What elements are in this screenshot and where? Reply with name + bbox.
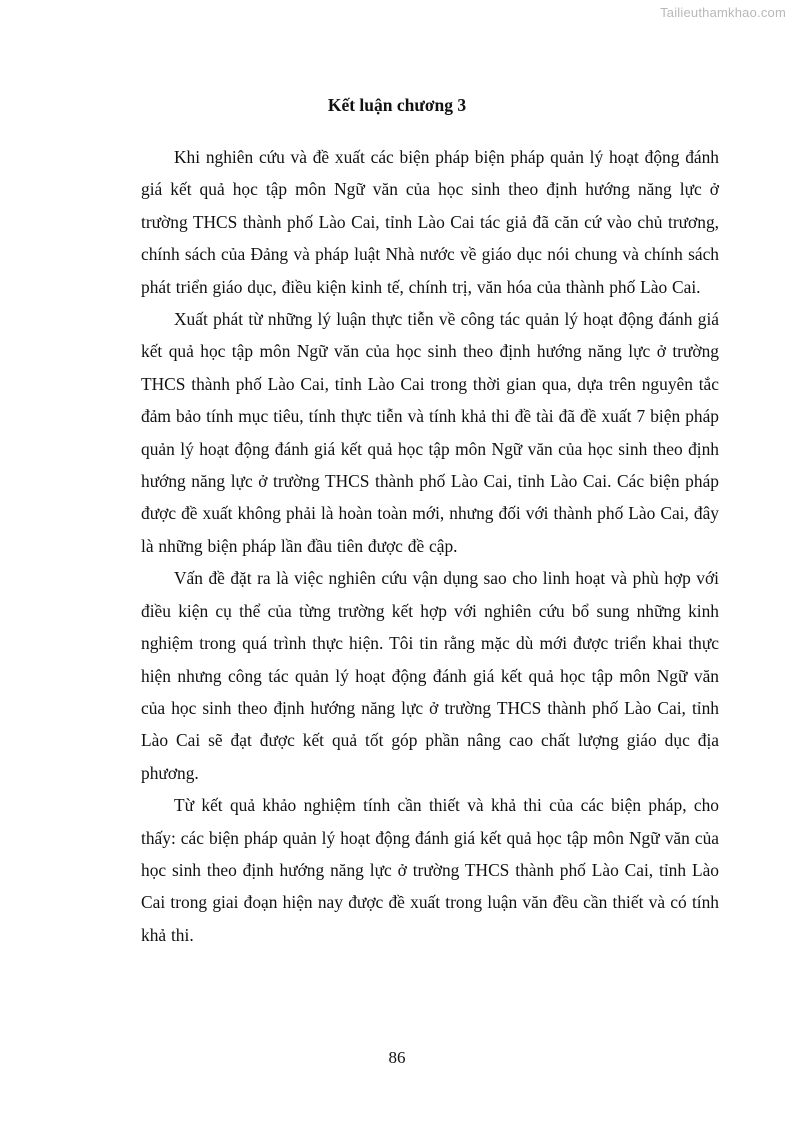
paragraph-2: Xuất phát từ những lý luận thực tiễn về công tác quản lý hoạt động đánh giá kết quả học tập môn Ngữ văn của học sinh theo định hướng năng lực ở trường THCS thành phố Lào Cai, tỉnh Lào Cai trong thời gian qua, dựa trên nguyên tắc đảm bảo tính mục tiêu, tính thực tiễn và tính khả thi đề tài đã đề xuất 7 biện pháp quản lý hoạt động đánh giá kết quả học tập môn Ngữ văn của học sinh theo định hướng năng lực ở trường THCS thành phố Lào Cai, tỉnh Lào Cai. Các biện pháp được đề xuất không phải là hoàn toàn mới, nhưng đối với thành phố Lào Cai, đây là những biện pháp lần đầu tiên được đề cập.	[141, 309, 719, 556]
chapter-conclusion-title: Kết luận chương 3	[327, 95, 467, 115]
paragraph-4: Từ kết quả khảo nghiệm tính cần thiết và khả thi của các biện pháp, cho thấy: các biện pháp quản lý hoạt động đánh giá kết quả học tập môn Ngữ văn của học sinh theo định hướng năng lực ở trường THCS thành phố Lào Cai, tỉnh Lào Cai trong giai đoạn hiện nay được đề xuất trong luận văn đều cần thiết và có tính khả thi.	[141, 795, 719, 945]
paragraph-1: Khi nghiên cứu và đề xuất các biện pháp biện pháp quản lý hoạt động đánh giá kết quả học tập môn Ngữ văn của học sinh theo định hướng năng lực ở trường THCS thành phố Lào Cai, tỉnh Lào Cai tác giả đã căn cứ vào chủ trương, chính sách của Đảng và pháp luật Nhà nước về giáo dục nói chung và chính sách phát triển giáo dục, điều kiện kinh tế, chính trị, văn hóa của thành phố Lào Cai.	[141, 147, 719, 297]
page-number: 86	[388, 1048, 406, 1067]
watermark: Tailieuthamkhao.com	[660, 5, 786, 20]
document-body	[141, 141, 719, 951]
paragraph-3: Vấn đề đặt ra là việc nghiên cứu vận dụng sao cho linh hoạt và phù hợp với điều kiện cụ thể của từng trường kết hợp với nghiên cứu bổ sung những kinh nghiệm trong quá trình thực hiện. Tôi tin rằng mặc dù mới được triển khai thực hiện nhưng công tác quản lý hoạt động đánh giá kết quả học tập môn Ngữ văn của học sinh theo định hướng năng lực ở trường THCS thành phố Lào Cai, tỉnh Lào Cai sẽ đạt được kết quả tốt góp phần nâng cao chất lượng giáo dục địa phương.	[141, 568, 719, 783]
